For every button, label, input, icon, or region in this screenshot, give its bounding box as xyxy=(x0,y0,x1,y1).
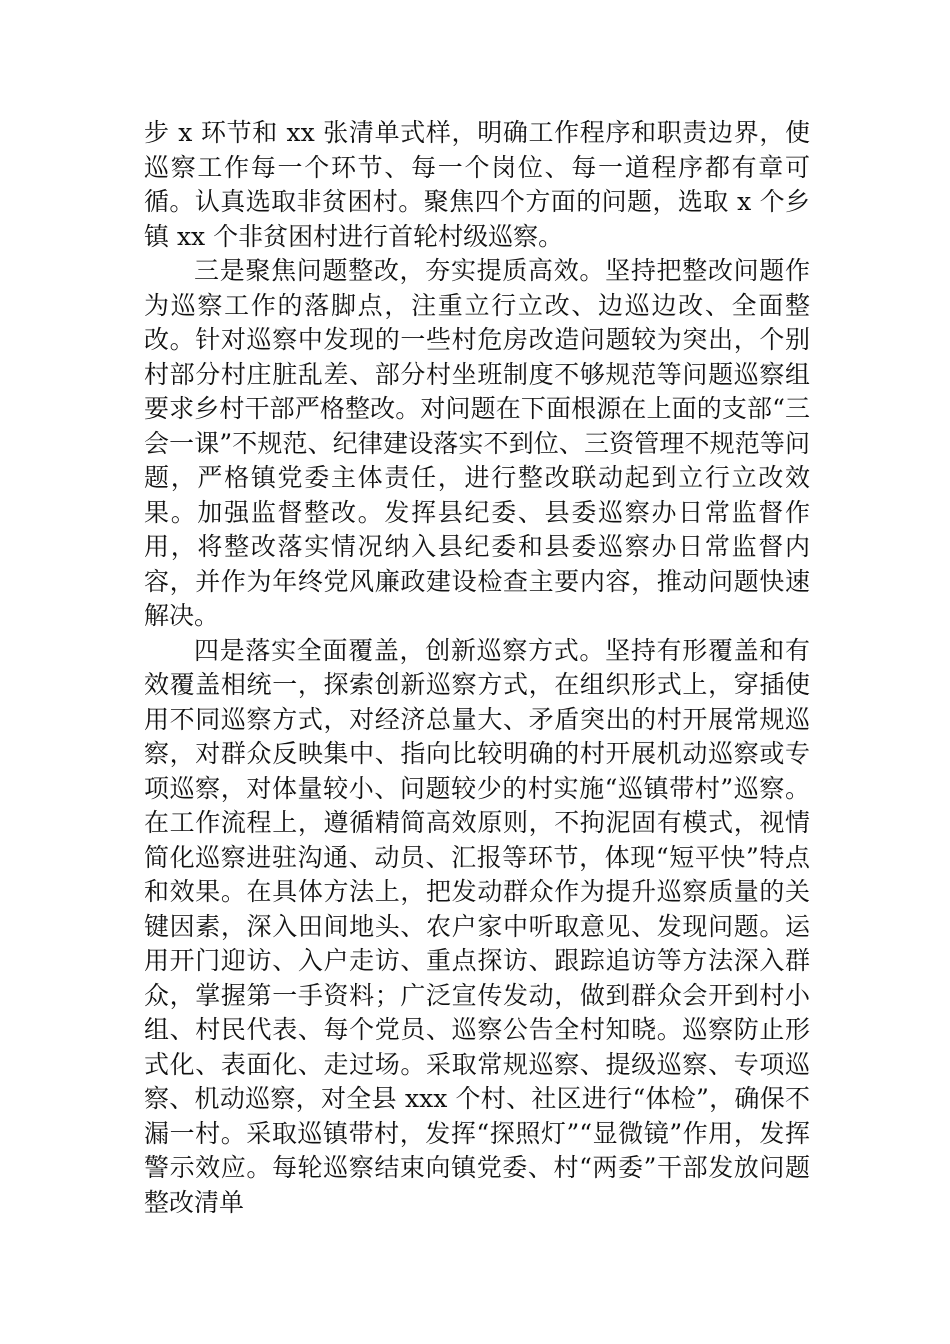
document-body xyxy=(144,116,810,1220)
paragraph-coverage: 四是落实全面覆盖，创新巡察方式。坚持有形覆盖和有效覆盖相统一，探索创新巡察方式，在组织形式上，穿插使用不同巡察方式，对经济总量大、矛盾突出的村开展常规巡察，对群众反映集中、指向比较明确的村开展机动巡察或专项巡察，对体量较小、问题较少的村实施“巡镇带村”巡察。在工作流程上，遵循精简高效原则，不拘泥固有模式，视情简化巡察进驻沟通、动员、汇报等环节，体现“短平快”特点和效果。在具体方法上，把发动群众作为提升巡察质量的关键因素，深入田间地头、农户家中听取意见、发现问题。运用开门迎访、入户走访、重点探访、跟踪追访等方法深入群众，掌握第一手资料；广泛宣传发动，做到群众会开到村小组、村民代表、每个党员、巡察公告全村知晓。巡察防止形式化、表面化、走过场。采取常规巡察、提级巡察、专项巡察、机动巡察，对全县 xxx 个村、社区进行“体检”，确保不漏一村。采取巡镇带村，发挥“探照灯”“显微镜”作用，发挥警示效应。每轮巡察结束向镇党委、村“两委”干部发放问题整改清单 xyxy=(144,635,810,1217)
paragraph-rectification: 三是聚焦问题整改，夯实提质高效。坚持把整改问题作为巡察工作的落脚点，注重立行立改、边巡边改、全面整改。针对巡察中发现的一些村危房改造问题较为突出，个别村部分村庄脏乱差、部分村坐班制度不够规范等问题巡察组要求乡村干部严格整改。对问题在下面根源在上面的支部“三会一课”不规范、纪律建设落实不到位、三资管理不规范等问题，严格镇党委主体责任，进行整改联动起到立行立改效果。加强监督整改。发挥县纪委、县委巡察办日常监督作用，将整改落实情况纳入县纪委和县委巡察办日常监督内容，并作为年终党风廉政建设检查主要内容，推动问题快速解决。 xyxy=(144,256,810,630)
paragraph-continuation: 步 x 环节和 xx 张清单式样，明确工作程序和职责边界，使巡察工作每一个环节、每一个岗位、每一道程序都有章可循。认真选取非贫困村。聚焦四个方面的问题，选取 x 个乡镇 xx 个非贫困村进行首轮村级巡察。 xyxy=(144,118,810,251)
